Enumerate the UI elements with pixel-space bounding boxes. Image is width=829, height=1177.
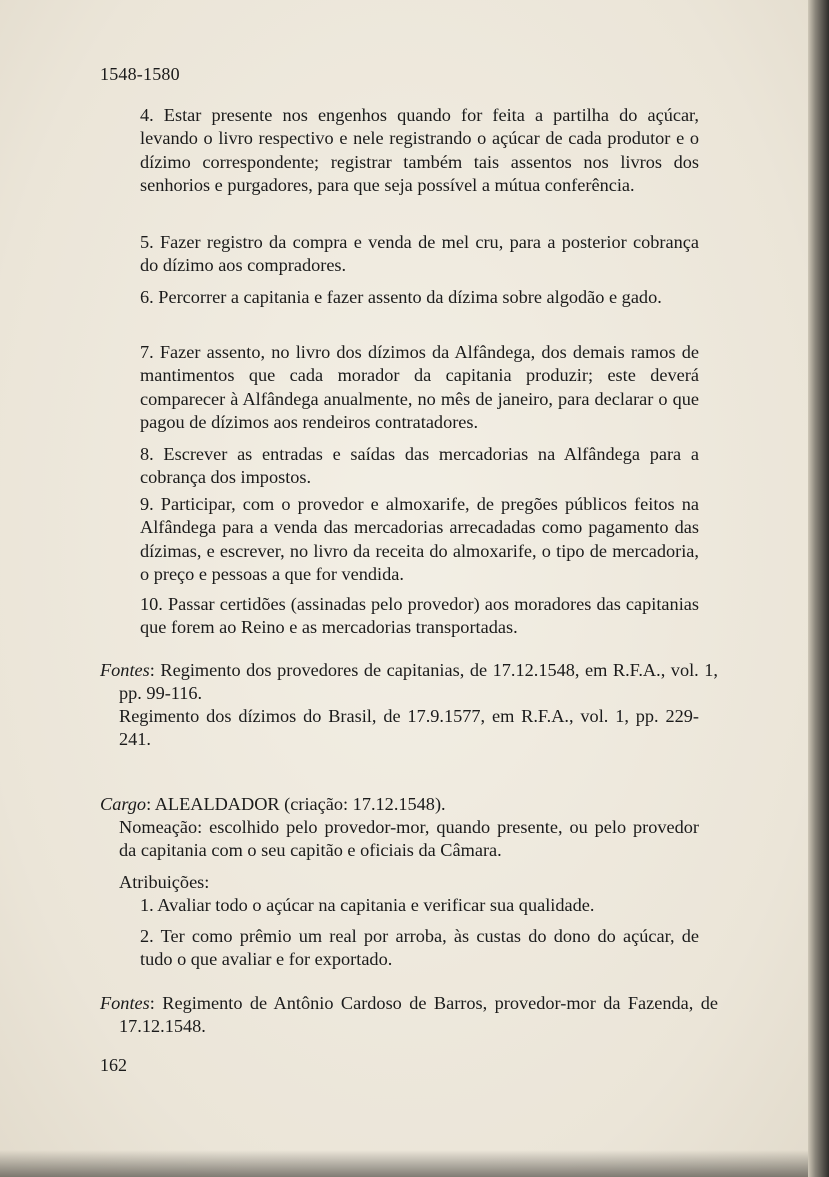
list-item: 4. Estar presente nos engenhos quando for feita a partilha do açúcar, levando o livro respectivo e nele registrando o açúcar de cada produtor e o dízimo correspondente; registrar também tais assentos nos livros dos senhorios e purgadores, para que seja possível a mútua conferência. — [140, 105, 699, 196]
source-entry-2: Regimento dos dízimos do Brasil, de 17.9.1577, em R.F.A., vol. 1, pp. 229-241. — [119, 706, 699, 750]
source-entry: Regimento de Antônio Cardoso de Barros, provedor-mor da Fazenda, de 17.12.1548. — [119, 993, 718, 1037]
cargo-title: ALEALDADOR (criação: 17.12.1548). — [154, 794, 446, 814]
list-item: 10. Passar certidões (assinadas pelo provedor) aos moradores das capitanias que forem ao Reino e as mercadorias transportadas. — [140, 594, 699, 638]
sources-note: Fontes: Regimento de Antônio Cardoso de Barros, provedor-mor da Fazenda, de 17.12.1548. — [100, 993, 718, 1037]
list-item: 8. Escrever as entradas e saídas das mercadorias na Alfândega para a cobrança dos impostos. — [140, 444, 699, 488]
page-number: 162 — [100, 1055, 127, 1075]
nomeacao-text: Nomeação: escolhido pelo provedor-mor, quando presente, ou pelo provedor da capitania com o seu capitão e oficiais da Câmara. — [119, 817, 699, 861]
sources-label: Fontes — [100, 660, 150, 680]
atribuicoes-label: Atribuições: — [119, 872, 210, 892]
bottom-shadow — [0, 1150, 808, 1177]
binding-edge-shadow — [808, 0, 829, 1177]
list-item: 5. Fazer registro da compra e venda de mel cru, para a posterior cobrança do dízimo aos compradores. — [140, 232, 699, 276]
source-entry: Regimento dos provedores de capitanias, de 17.12.1548, em R.F.A., vol. 1, pp. 99-116. — [119, 660, 718, 704]
list-item: 1. Avaliar todo o açúcar na capitania e verificar sua qualidade. — [140, 895, 595, 915]
list-item: 2. Ter como prêmio um real por arroba, às custas do dono do açúcar, de tudo o que avaliar e for exportado. — [140, 926, 699, 970]
sources-note: Fontes: Regimento dos provedores de capitanias, de 17.12.1548, em R.F.A., vol. 1, pp. 99-116. — [100, 660, 718, 704]
list-item: 7. Fazer assento, no livro dos dízimos da Alfândega, dos demais ramos de mantimentos que cada morador da capitania produzir; este deverá comparecer à Alfândega anualmente, no mês de janeiro, para declarar o que pagou de dízimos aos rendeiros contratadores. — [140, 342, 699, 433]
list-item: 9. Participar, com o provedor e almoxarife, de pregões públicos feitos na Alfândega para a venda das mercadorias arrecadadas como pagamento das dízimas, e escrever, no livro da receita do almoxarife, o tipo de mercadoria, o preço e pessoas a que for vendida. — [140, 494, 699, 585]
list-item: 6. Percorrer a capitania e fazer assento da dízima sobre algodão e gado. — [140, 287, 662, 307]
sources-label: Fontes — [100, 993, 150, 1013]
running-head: 1548-1580 — [100, 64, 180, 84]
cargo-label: Cargo — [100, 794, 147, 814]
cargo-heading: Cargo: ALEALDADOR (criação: 17.12.1548). — [100, 794, 446, 814]
